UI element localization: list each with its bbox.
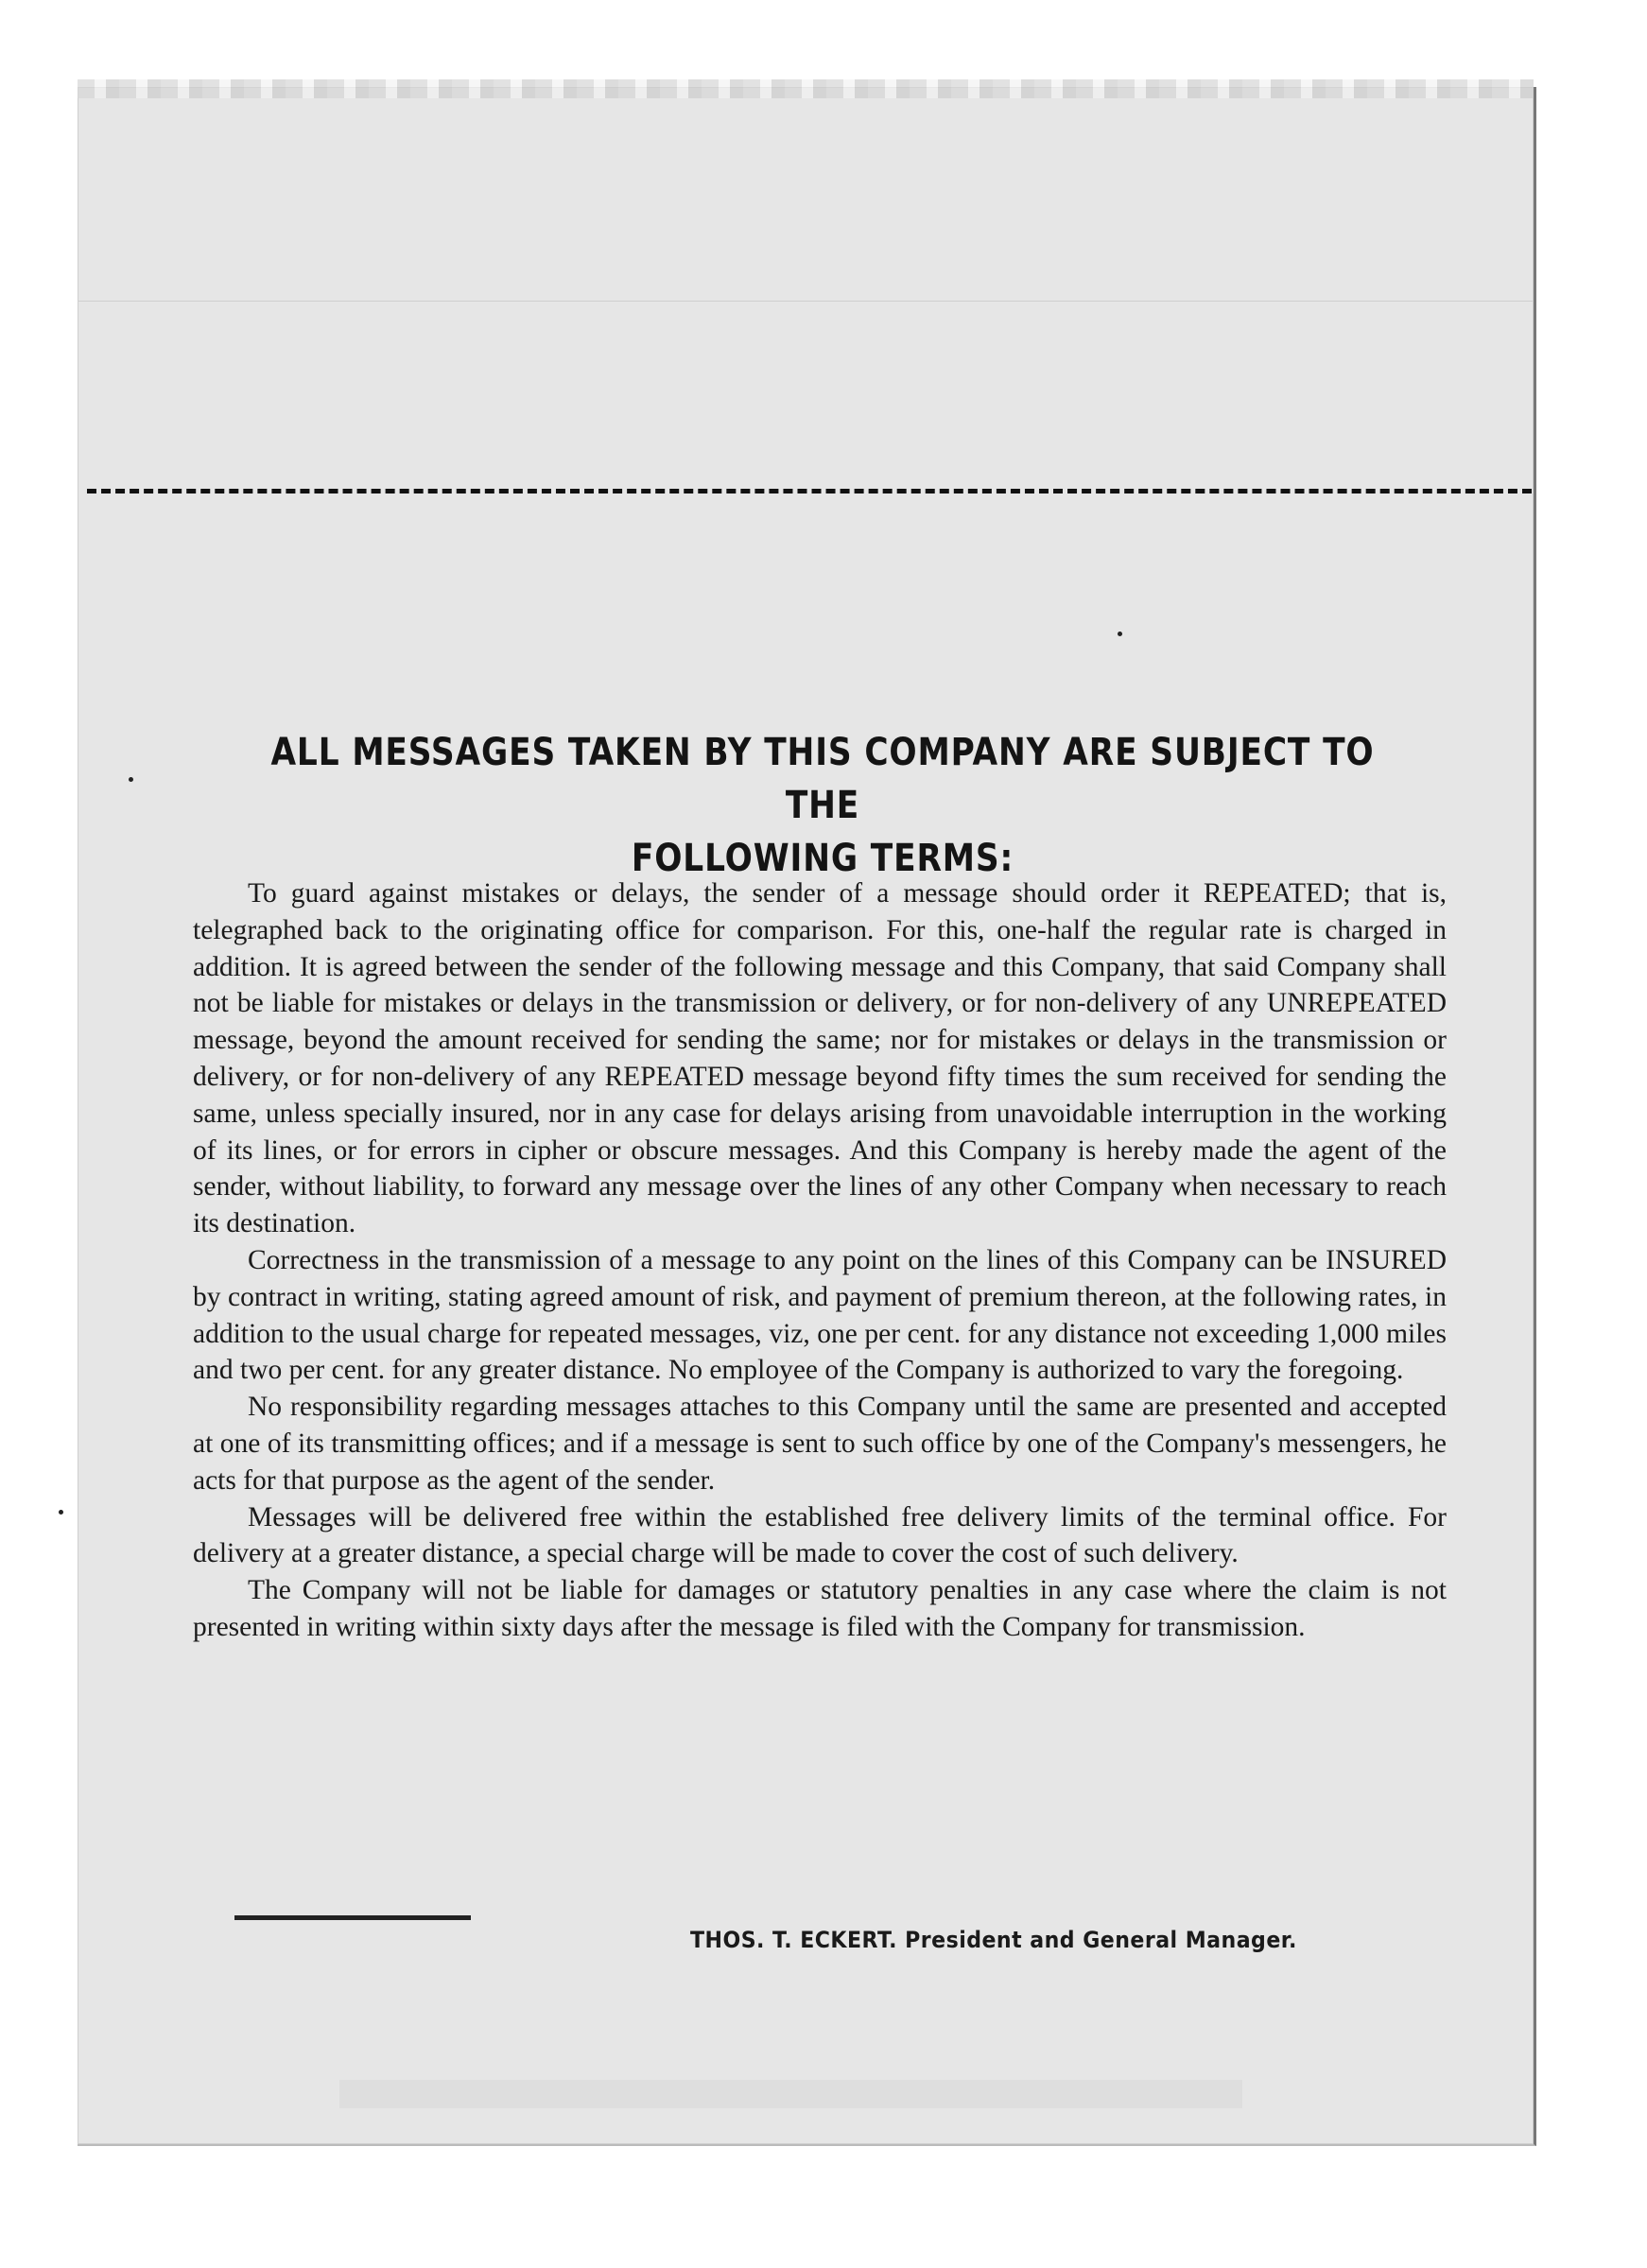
terms-body: [193, 875, 1447, 1646]
stray-mark: [129, 777, 133, 782]
terms-heading: [262, 726, 1384, 885]
terms-paragraph-3: No responsibility regarding messages attaches to this Company until the same are presented and accepted at one of its transmitting offices; and if a message is sent to such office by one of the Company's messengers, he acts for that purpose as the agent of the sender.: [193, 1392, 1447, 1496]
terms-paragraph-2: Correctness in the transmission of a message to any point on the lines of this Company can be INSURED by contract in writing, stating agreed amount of risk, and payment of premium thereon, at the following rates, in addition to the usual charge for repeated messages, viz, one per cent. for any distance not exceeding 1,000 miles and two per cent. for any greater distance. No employee of the Company is authorized to vary the foregoing.: [193, 1244, 1447, 1386]
terms-paragraph-1: To guard against mistakes or delays, the sender of a message should order it REPEATED; that is, telegraphed back to the originating office for comparison. For this, one-half the regular rate is charged in addition. It is agreed between the sender of the following message and this Company, that said Company shall not be liable for mistakes or delays in the transmission or delivery, or for non-delivery of any UNREPEATED message, beyond the amount received for sending the same; nor for mistakes or delays in the transmission or delivery, or for non-delivery of any REPEATED message beyond fifty times the sum received for sending the same, unless specially insured, nor in any case for delays arising from unavoidable interruption in the working of its lines, or for errors in cipher or obscure messages. And this Company is hereby made the agent of the sender, without liability, to forward any message over the lines of any other Company when necessary to reach its destination.: [193, 878, 1447, 1239]
stray-mark: [1118, 632, 1122, 636]
perforation-line: [87, 489, 1532, 493]
signature-rule: [234, 1915, 471, 1920]
terms-paragraph-5: The Company will not be liable for damages or statutory penalties in any case where the claim is not presented in writing within sixty days after the message is filed with the Company for transmission.: [193, 1575, 1447, 1642]
bleed-through-footer: [78, 2080, 1534, 2108]
fold-line: [78, 301, 1534, 302]
signature-line: THOS. T. ECKERT. President and General Manager.: [690, 1927, 1297, 1953]
heading-line-2: FOLLOWING TERMS:: [631, 837, 1014, 880]
stray-mark: [59, 1510, 63, 1515]
terms-paragraph-4: Messages will be delivered free within the established free delivery limits of the terminal office. For delivery at a greater distance, a special charge will be made to cover the cost of such delivery.: [193, 1501, 1447, 1569]
torn-top-edge: [78, 79, 1534, 98]
heading-line-1: ALL MESSAGES TAKEN BY THIS COMPANY ARE SUBJECT TO THE: [270, 731, 1375, 827]
